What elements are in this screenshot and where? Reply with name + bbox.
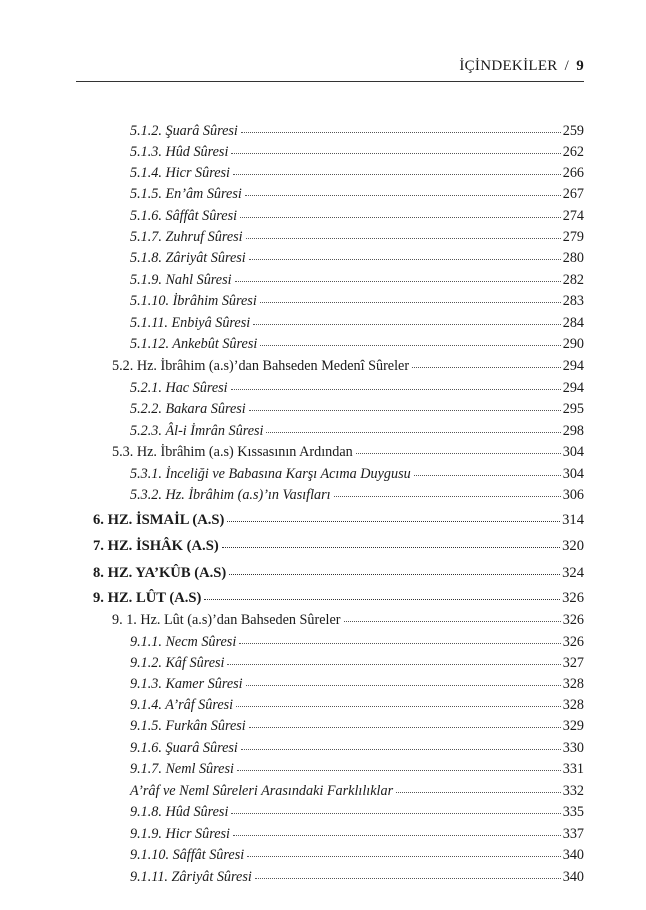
toc-entry-page: 314 — [562, 512, 584, 528]
dot-leader — [253, 324, 561, 325]
toc-entry-page: 295 — [562, 401, 584, 417]
toc-entry-page: 327 — [562, 655, 584, 671]
toc-entry — [130, 123, 584, 140]
dot-leader — [396, 792, 561, 793]
dot-leader — [204, 599, 560, 600]
toc-entry-page: 283 — [562, 293, 584, 309]
toc-entry-page: 266 — [562, 165, 584, 181]
toc-entry — [130, 783, 584, 800]
toc-entry-page: 282 — [562, 272, 584, 288]
toc-entry-page: 294 — [562, 380, 584, 396]
toc-entry — [130, 676, 584, 693]
toc-entry-page: 335 — [562, 804, 584, 820]
toc-entry-page: 320 — [562, 538, 584, 554]
toc-entry-title: 5.3.2. Hz. İbrâhim (a.s)’ın Vasıfları — [130, 487, 331, 503]
toc-entry — [130, 847, 584, 864]
dot-leader — [414, 475, 561, 476]
toc-entry — [130, 401, 584, 418]
toc-entry — [130, 634, 584, 651]
toc-entry-page: 259 — [562, 123, 584, 139]
dot-leader — [260, 345, 560, 346]
dot-leader — [246, 238, 561, 239]
dot-leader — [240, 217, 561, 218]
toc-entry-title: 5.1.10. İbrâhim Sûresi — [130, 293, 257, 309]
toc-entry-page: 306 — [562, 487, 584, 503]
toc-entry-title: 5.1.12. Ankebût Sûresi — [130, 336, 258, 352]
toc-entry-page: 340 — [562, 847, 584, 863]
toc-entry-title: 9.1.4. A’râf Sûresi — [130, 697, 234, 713]
toc-entry — [130, 740, 584, 757]
toc-entry-title: 9.1.1. Necm Sûresi — [130, 634, 237, 650]
dot-leader — [231, 153, 560, 154]
toc-entry-title: 9.1.5. Furkân Sûresi — [130, 718, 246, 734]
dot-leader — [233, 835, 561, 836]
toc-entry — [130, 804, 584, 821]
toc-entry-page: 326 — [562, 634, 584, 650]
toc-entry-page: 280 — [562, 250, 584, 266]
toc-entry-page: 294 — [562, 358, 584, 374]
toc-entry — [93, 512, 584, 529]
toc-entry-title: 9.1.11. Zâriyât Sûresi — [130, 869, 252, 885]
dot-leader — [356, 453, 561, 454]
toc-entry-page: 332 — [562, 783, 584, 799]
toc-entry-title: 6. HZ. İSMAİL (A.S) — [93, 512, 225, 528]
toc-entry-page: 304 — [562, 466, 584, 482]
toc-entry-title: 5.1.8. Zâriyât Sûresi — [130, 250, 246, 266]
toc-entry — [130, 208, 584, 225]
dot-leader — [344, 621, 561, 622]
toc-entry-title: 9.1.10. Sâffât Sûresi — [130, 847, 245, 863]
toc-entry — [130, 315, 584, 332]
toc-entry-page: 262 — [562, 144, 584, 160]
dot-leader — [266, 432, 560, 433]
dot-leader — [246, 685, 561, 686]
dot-leader — [412, 367, 561, 368]
toc-entry — [130, 718, 584, 735]
dot-leader — [255, 878, 561, 879]
dot-leader — [229, 574, 560, 575]
toc-entry-title: 5.1.2. Şuarâ Sûresi — [130, 123, 238, 139]
toc-entry-page: 331 — [562, 761, 584, 777]
toc-entry-title: 5.1.5. En’âm Sûresi — [130, 186, 242, 202]
toc-entry-page: 279 — [562, 229, 584, 245]
dot-leader — [231, 813, 560, 814]
toc-entry — [130, 272, 584, 289]
toc-entry — [93, 590, 584, 607]
dot-leader — [222, 547, 560, 548]
toc-entry — [93, 538, 584, 555]
toc-entry-title: 8. HZ. YA’KÛB (A.S) — [93, 565, 227, 581]
toc-entry — [130, 250, 584, 267]
running-header — [76, 58, 584, 75]
toc-entry-page: 298 — [562, 423, 584, 439]
dot-leader — [241, 749, 561, 750]
toc-entry — [130, 144, 584, 161]
toc-entry — [112, 612, 584, 629]
toc-entry-page: 290 — [562, 336, 584, 352]
toc-entry — [93, 565, 584, 582]
toc-entry-title: 5.2.1. Hac Sûresi — [130, 380, 228, 396]
header-separator: / — [564, 58, 570, 74]
dot-leader — [227, 664, 560, 665]
toc-entry-title: 5.2. Hz. İbrâhim (a.s)’dan Bahseden Medenî Sûreler — [112, 358, 410, 374]
dot-leader — [236, 706, 561, 707]
toc-entry — [112, 358, 584, 375]
toc-entry — [130, 165, 584, 182]
toc-entry-title: 5.3. Hz. İbrâhim (a.s) Kıssasının Ardından — [112, 444, 353, 460]
header-title: İÇİNDEKİLER — [459, 58, 558, 74]
toc-entry-title: 9.1.9. Hicr Sûresi — [130, 826, 230, 842]
toc-entry-title: 9.1.6. Şuarâ Sûresi — [130, 740, 238, 756]
dot-leader — [239, 643, 560, 644]
toc-entry-page: 340 — [562, 869, 584, 885]
toc-entry-page: 329 — [562, 718, 584, 734]
toc-entry-page: 328 — [562, 697, 584, 713]
dot-leader — [233, 174, 561, 175]
toc-entry-title: 5.1.9. Nahl Sûresi — [130, 272, 232, 288]
toc-entry-title: 5.2.2. Bakara Sûresi — [130, 401, 246, 417]
toc-entry-page: 326 — [562, 612, 584, 628]
toc-entry-page: 304 — [562, 444, 584, 460]
dot-leader — [334, 496, 561, 497]
toc-entry-title: 5.2.3. Âl-i İmrân Sûresi — [130, 423, 264, 439]
toc-entry-title: 5.3.1. İnceliği ve Babasına Karşı Acıma Duygusu — [130, 466, 411, 482]
toc-entry-page: 328 — [562, 676, 584, 692]
toc-entry — [130, 487, 584, 504]
toc-entry-title: 9.1.3. Kamer Sûresi — [130, 676, 243, 692]
dot-leader — [231, 389, 561, 390]
dot-leader — [227, 521, 560, 522]
toc-entry-page: 267 — [562, 186, 584, 202]
dot-leader — [237, 770, 561, 771]
toc-entry-title: 9. HZ. LÛT (A.S) — [93, 590, 202, 606]
toc-entry — [130, 826, 584, 843]
dot-leader — [249, 727, 561, 728]
toc-entry — [112, 444, 584, 461]
toc-entry-title: A’râf ve Neml Sûreleri Arasındaki Farklılıklar — [130, 783, 394, 799]
toc-entry-title: 9. 1. Hz. Lût (a.s)’dan Bahseden Sûreler — [112, 612, 341, 628]
toc-entry-page: 330 — [562, 740, 584, 756]
header-page-number: 9 — [576, 58, 584, 74]
toc-entry-page: 326 — [562, 590, 584, 606]
toc-entry — [130, 869, 584, 886]
toc-entry-title: 7. HZ. İSHÂK (A.S) — [93, 538, 219, 554]
toc-entry-page: 284 — [562, 315, 584, 331]
dot-leader — [260, 302, 561, 303]
toc-entry — [130, 761, 584, 778]
toc-entry — [130, 423, 584, 440]
dot-leader — [247, 856, 561, 857]
toc-entry — [130, 380, 584, 397]
dot-leader — [249, 259, 561, 260]
dot-leader — [241, 132, 561, 133]
toc-entry — [130, 336, 584, 353]
dot-leader — [235, 281, 561, 282]
toc-entry-title: 5.1.4. Hicr Sûresi — [130, 165, 230, 181]
toc-entry-title: 5.1.7. Zuhruf Sûresi — [130, 229, 243, 245]
toc-entry-title: 5.1.6. Sâffât Sûresi — [130, 208, 238, 224]
header-rule — [76, 81, 584, 82]
toc-entry — [130, 186, 584, 203]
toc-entry — [130, 697, 584, 714]
toc-entry-page: 337 — [562, 826, 584, 842]
dot-leader — [249, 410, 561, 411]
toc-entry-title: 9.1.8. Hûd Sûresi — [130, 804, 229, 820]
toc-entry — [130, 293, 584, 310]
toc-entry — [130, 655, 584, 672]
toc-entry-title: 9.1.7. Neml Sûresi — [130, 761, 234, 777]
toc-entry-page: 324 — [562, 565, 584, 581]
toc-entry — [130, 466, 584, 483]
toc-entry-title: 5.1.11. Enbiyâ Sûresi — [130, 315, 251, 331]
toc-entry — [130, 229, 584, 246]
toc-entry-page: 274 — [562, 208, 584, 224]
dot-leader — [245, 195, 561, 196]
toc-entry-title: 5.1.3. Hûd Sûresi — [130, 144, 229, 160]
toc-entry-title: 9.1.2. Kâf Sûresi — [130, 655, 225, 671]
